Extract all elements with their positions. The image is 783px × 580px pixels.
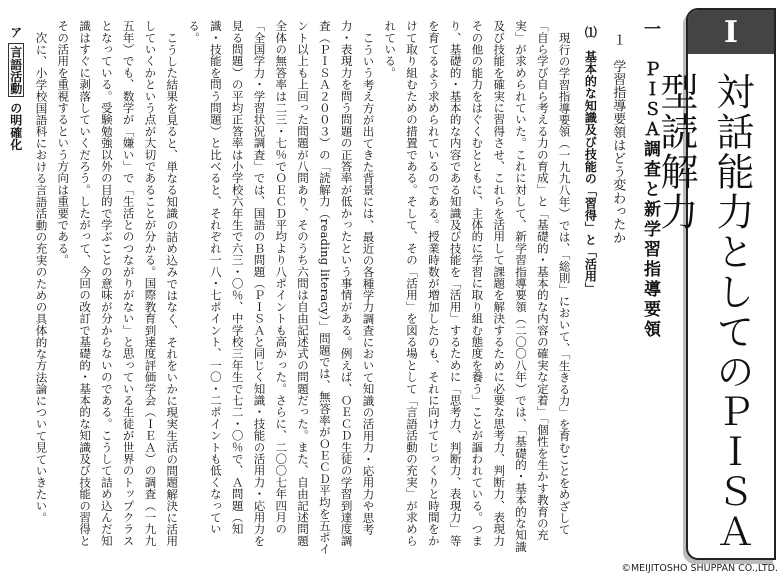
paragraph-4: 次に、小学校国語科における言語活動の充実のための具体的な方法論について見ていきたい。 [34,31,49,523]
paragraph-1: 現行の学習指導要領（一九九八年）では、「総則」において、「生きる力」を育むことをめざして「自ら学び自ら考える力の育成」と「基礎的・基本的な内容の確実な定着」「個性を生かす教育の充実」が求められていた。これに対して、新学習指導要領（二〇〇八年）では、「基礎的・基本的な知識及び技能を確実に習得させ、これらを活用して課題を解決するために必要な思考力、判断力、表現力その他の能力をはぐくむとともに、主体的に学習に取り組む態度を養う」ことが謳われている。つまり、基礎的・基本的な内容である知識及び技能を「活用」するために「思考力、判断力、表現力」等を育てるよう求められているのである。授業時数が増加したのも、それに向けてじっくりと時間をかけて取り組むための措置である。そして、その「活用」を図る場として「言語活動の充実」が求められている。 [383,20,572,553]
heading-2-prefix: ア [8,26,23,39]
copyright-notice: ©MEIJITOSHO SHUPPAN CO.,LTD. [621,563,778,574]
chapter-number: I [688,10,774,54]
subsubsection-heading-1: ⑴ 基本的な知識及び技能の「習得」と「活用」 [583,26,598,295]
section-heading: 一 ＰＩＳＡ調査と新学習指導要領 [640,20,660,340]
heading-2-suffix: の明確化 [8,101,23,151]
chapter-title: 対話能力としてのＰＩＳＡ型読解力 [654,72,754,552]
heading-2-boxed-term: 言語活動 [8,43,24,98]
subsection-heading: １ 学習指導要領はどう変わったか [610,33,626,245]
chapter-title-box [654,8,776,560]
subsubsection-heading-2 [8,20,26,556]
paragraph-3: こうした結果を見ると、単なる知識の詰め込みではなく、それをいかに現実生活の問題解決に活用していくかという点が大切であることが分かる。国際教育到達度評価学会（ＩＥＡ）の調査（一九九五年）でも、数学が「嫌い」で「生活とのつながりがない」と思っている生徒が世界のトップクラスとなっている。受験勉強以外の目的で学ぶことの意味が分からないのである。こうして詰め込んだ知識はすぐに剥落していくだろう。したがって、今回の改訂で基礎的・基本的な知識及び技能の習得とその活用を重視するという方向は重要である。 [56,20,180,547]
paragraph-2: こういう考え方が出てきた背景には、最近の各種学力調査において知識の活用力・応用力や思考力・表現力を問う問題の正答率が低かったという事情がある。例えば、ＯＥＣＤ生徒の学習到達度調査（ＰＩＳＡ２００３）の「読解力（reading literacy）」問題では、無答率がＯＥＣＤ平均を五ポイント以上も上回った問題が八問あり、そのうち六問は自由記述式の問題だった。また、自由記述問題全体の無答率は二三・七％でＯＥＣＤ平均より八ポイントも高かった。さらに、二〇〇七年四月の「全国学力・学習状況調査」では、国語のＢ問題（ＰＩＳＡと同じく知識・技能の活用力・応用力を見る問題）の平均正答率は小学校六年生で六三・〇％、中学校三年生で七二・〇％で、Ａ問題（知識・技能を問う問題）と比べると、それぞれ一八・七ポイント、一〇・二ポイントも低くなっている。 [187,20,376,555]
body-text [8,20,674,556]
